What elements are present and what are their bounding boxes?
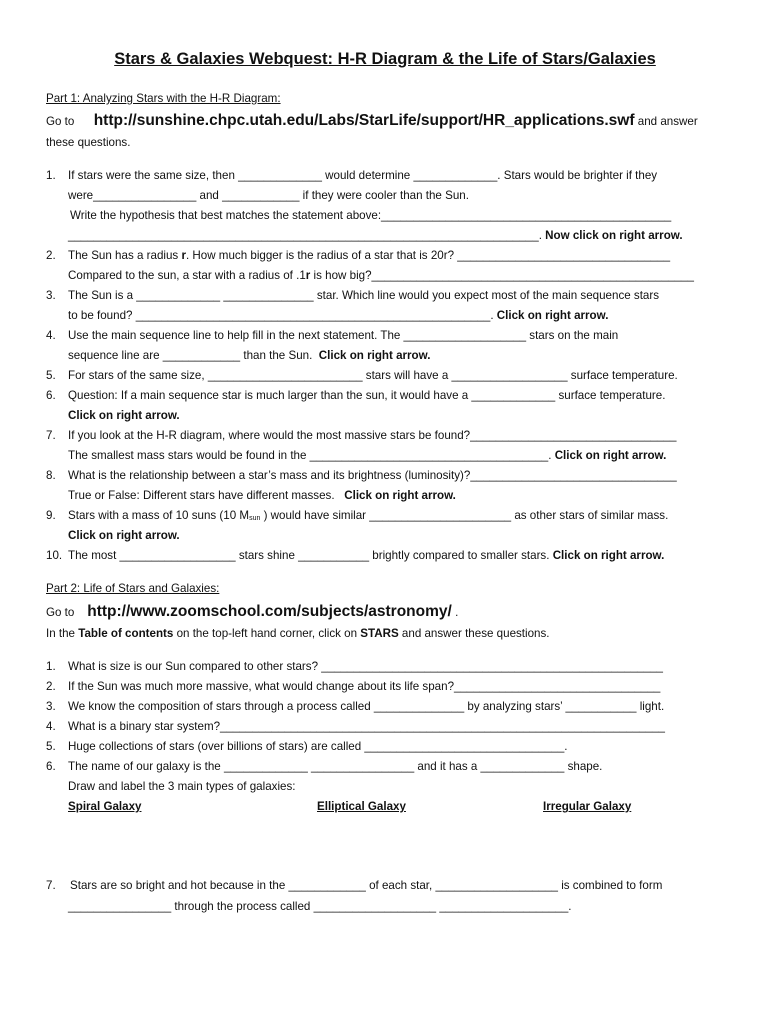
p1-q4-line2	[68, 348, 430, 364]
goto-label: Go to	[46, 606, 75, 619]
p2-q6-line1: The name of our galaxy is the _____________ ________________ and it has a _____________ shape.	[68, 760, 603, 773]
galaxy-label-elliptical: Elliptical Galaxy	[317, 800, 406, 813]
instruction: Click on right arrow.	[554, 449, 667, 462]
q-number: 6.	[46, 760, 56, 773]
instruction: Now click on right arrow.	[545, 229, 683, 242]
p1-q1-line1: If stars were the same size, then _____________ would determine _____________. Stars would be brighter if they	[68, 169, 658, 182]
part2-url-link[interactable]: http://www.zoomschool.com/subjects/astronomy/	[87, 603, 452, 620]
goto-label: Go to	[46, 115, 75, 128]
instruction: Click on right arrow.	[344, 489, 456, 502]
text-bold: r	[305, 269, 311, 282]
q-number: 1.	[46, 169, 56, 182]
p2-q2: If the Sun was much more massive, what would change about its life span?________________________________	[68, 680, 661, 693]
text: The smallest mass stars would be found in the _____________________________________.	[68, 449, 552, 462]
p1-q5: For stars of the same size, ________________________ stars will have a __________________ surface temperature.	[68, 369, 678, 382]
p1-q8-line2	[68, 488, 456, 504]
p1-q1-line2: were________________ and ____________ if they were cooler than the Sun.	[68, 189, 469, 202]
p1-q2-line1	[68, 248, 670, 264]
galaxy-label-irregular: Irregular Galaxy	[543, 800, 632, 813]
q-number: 4.	[46, 720, 56, 733]
q-number: 3.	[46, 700, 56, 713]
part2-heading: Part 2: Life of Stars and Galaxies:	[46, 582, 220, 595]
q-number: 6.	[46, 389, 56, 402]
text-bold: STARS	[360, 627, 399, 640]
p1-q7-line2	[68, 448, 666, 464]
q-number: 8.	[46, 469, 56, 482]
q-number: 10.	[46, 549, 63, 562]
text: . How much bigger is the radius of a star that is 20r? _________________________________	[185, 249, 671, 262]
q-number: 1.	[46, 660, 56, 673]
part1-goto	[46, 113, 698, 130]
p1-q3-line1: The Sun is a _____________ ______________ star. Which line would you expect most of the main sequence stars	[68, 289, 660, 302]
p2-q7-line2: ________________ through the process called ___________________ ____________________.	[68, 900, 572, 913]
text: on the top-left hand corner, click on	[173, 627, 361, 640]
answer-blank: _________________________________________________________________________.	[68, 229, 542, 242]
q-number: 7.	[46, 879, 56, 892]
text-bold: Table of contents	[78, 627, 174, 640]
part1-goto-cont: these questions.	[46, 136, 131, 149]
text: True or False: Different stars have different masses.	[68, 489, 335, 502]
q-number: 5.	[46, 369, 56, 382]
part2-goto	[46, 604, 458, 621]
text: Stars with a mass of 10 suns (10 M	[68, 509, 250, 522]
q-number: 5.	[46, 740, 56, 753]
p1-q9-instruction: Click on right arrow.	[68, 529, 180, 542]
p1-q3-line2	[68, 308, 608, 324]
goto-tail: and answer	[637, 115, 698, 128]
text: The Sun has a radius	[68, 249, 182, 262]
p1-q2-line2	[68, 268, 694, 284]
subscript: sun	[249, 515, 261, 522]
p1-q1-line3: Write the hypothesis that best matches the statement above:_____________________________________________	[70, 209, 672, 222]
p1-q6-line1: Question: If a main sequence star is much larger than the sun, it would have a _____________ surface temperature.	[68, 389, 666, 402]
p1-q4-line1: Use the main sequence line to help fill in the next statement. The ___________________ stars on the main	[68, 329, 619, 342]
text: is how big?__________________________________________________	[310, 269, 694, 282]
p1-q10	[68, 548, 664, 564]
text: sequence line are ____________ than the Sun.	[68, 349, 313, 362]
p2-q7-line1: Stars are so bright and hot because in the ____________ of each star, ___________________ is combined to form	[70, 879, 663, 892]
p1-q6-instruction: Click on right arrow.	[68, 409, 180, 422]
text: .	[455, 606, 459, 619]
text: to be found? _______________________________________________________.	[68, 309, 494, 322]
part2-intro	[46, 626, 550, 642]
worksheet-title: Stars & Galaxies Webquest: H-R Diagram & the Life of Stars/Galaxies	[114, 50, 656, 68]
p1-q9-line1	[68, 508, 668, 527]
q-number: 2.	[46, 680, 56, 693]
instruction: Click on right arrow.	[318, 349, 431, 362]
text: and answer these questions.	[398, 627, 550, 640]
instruction: Click on right arrow.	[496, 309, 609, 322]
p2-q4: What is a binary star system?_____________________________________________________________________	[68, 720, 665, 733]
q-number: 9.	[46, 509, 56, 522]
p2-q6-line2: Draw and label the 3 main types of galaxies:	[68, 780, 296, 793]
p2-q1: What is size is our Sun compared to other stars? _____________________________________________________	[68, 660, 663, 673]
instruction: Click on right arrow.	[552, 549, 665, 562]
q-number: 2.	[46, 249, 56, 262]
galaxy-label-spiral: Spiral Galaxy	[68, 800, 142, 813]
text: The most __________________ stars shine ___________ brightly compared to smaller stars.	[68, 549, 550, 562]
q-number: 4.	[46, 329, 56, 342]
q-number: 7.	[46, 429, 56, 442]
text: Compared to the sun, a star with a radius of .1	[68, 269, 306, 282]
part1-heading: Part 1: Analyzing Stars with the H-R Diagram:	[46, 92, 281, 105]
q-number: 3.	[46, 289, 56, 302]
text: ) would have similar ______________________ as other stars of similar mass.	[260, 509, 669, 522]
p2-q5: Huge collections of stars (over billions of stars) are called _______________________________.	[68, 740, 568, 753]
p1-q1-line4	[68, 228, 683, 244]
p1-q8-line1: What is the relationship between a star’s mass and its brightness (luminosity)?________________________________	[68, 469, 677, 482]
p1-q7-line1: If you look at the H-R diagram, where would the most massive stars be found?________________________________	[68, 429, 677, 442]
text-bold: r	[181, 249, 186, 262]
p2-q3: We know the composition of stars through a process called ______________ by analyzing stars’ ___________ light.	[68, 700, 665, 713]
text: In the	[46, 627, 79, 640]
part1-url-link[interactable]: http://sunshine.chpc.utah.edu/Labs/StarLife/support/HR_applications.swf	[93, 112, 635, 129]
